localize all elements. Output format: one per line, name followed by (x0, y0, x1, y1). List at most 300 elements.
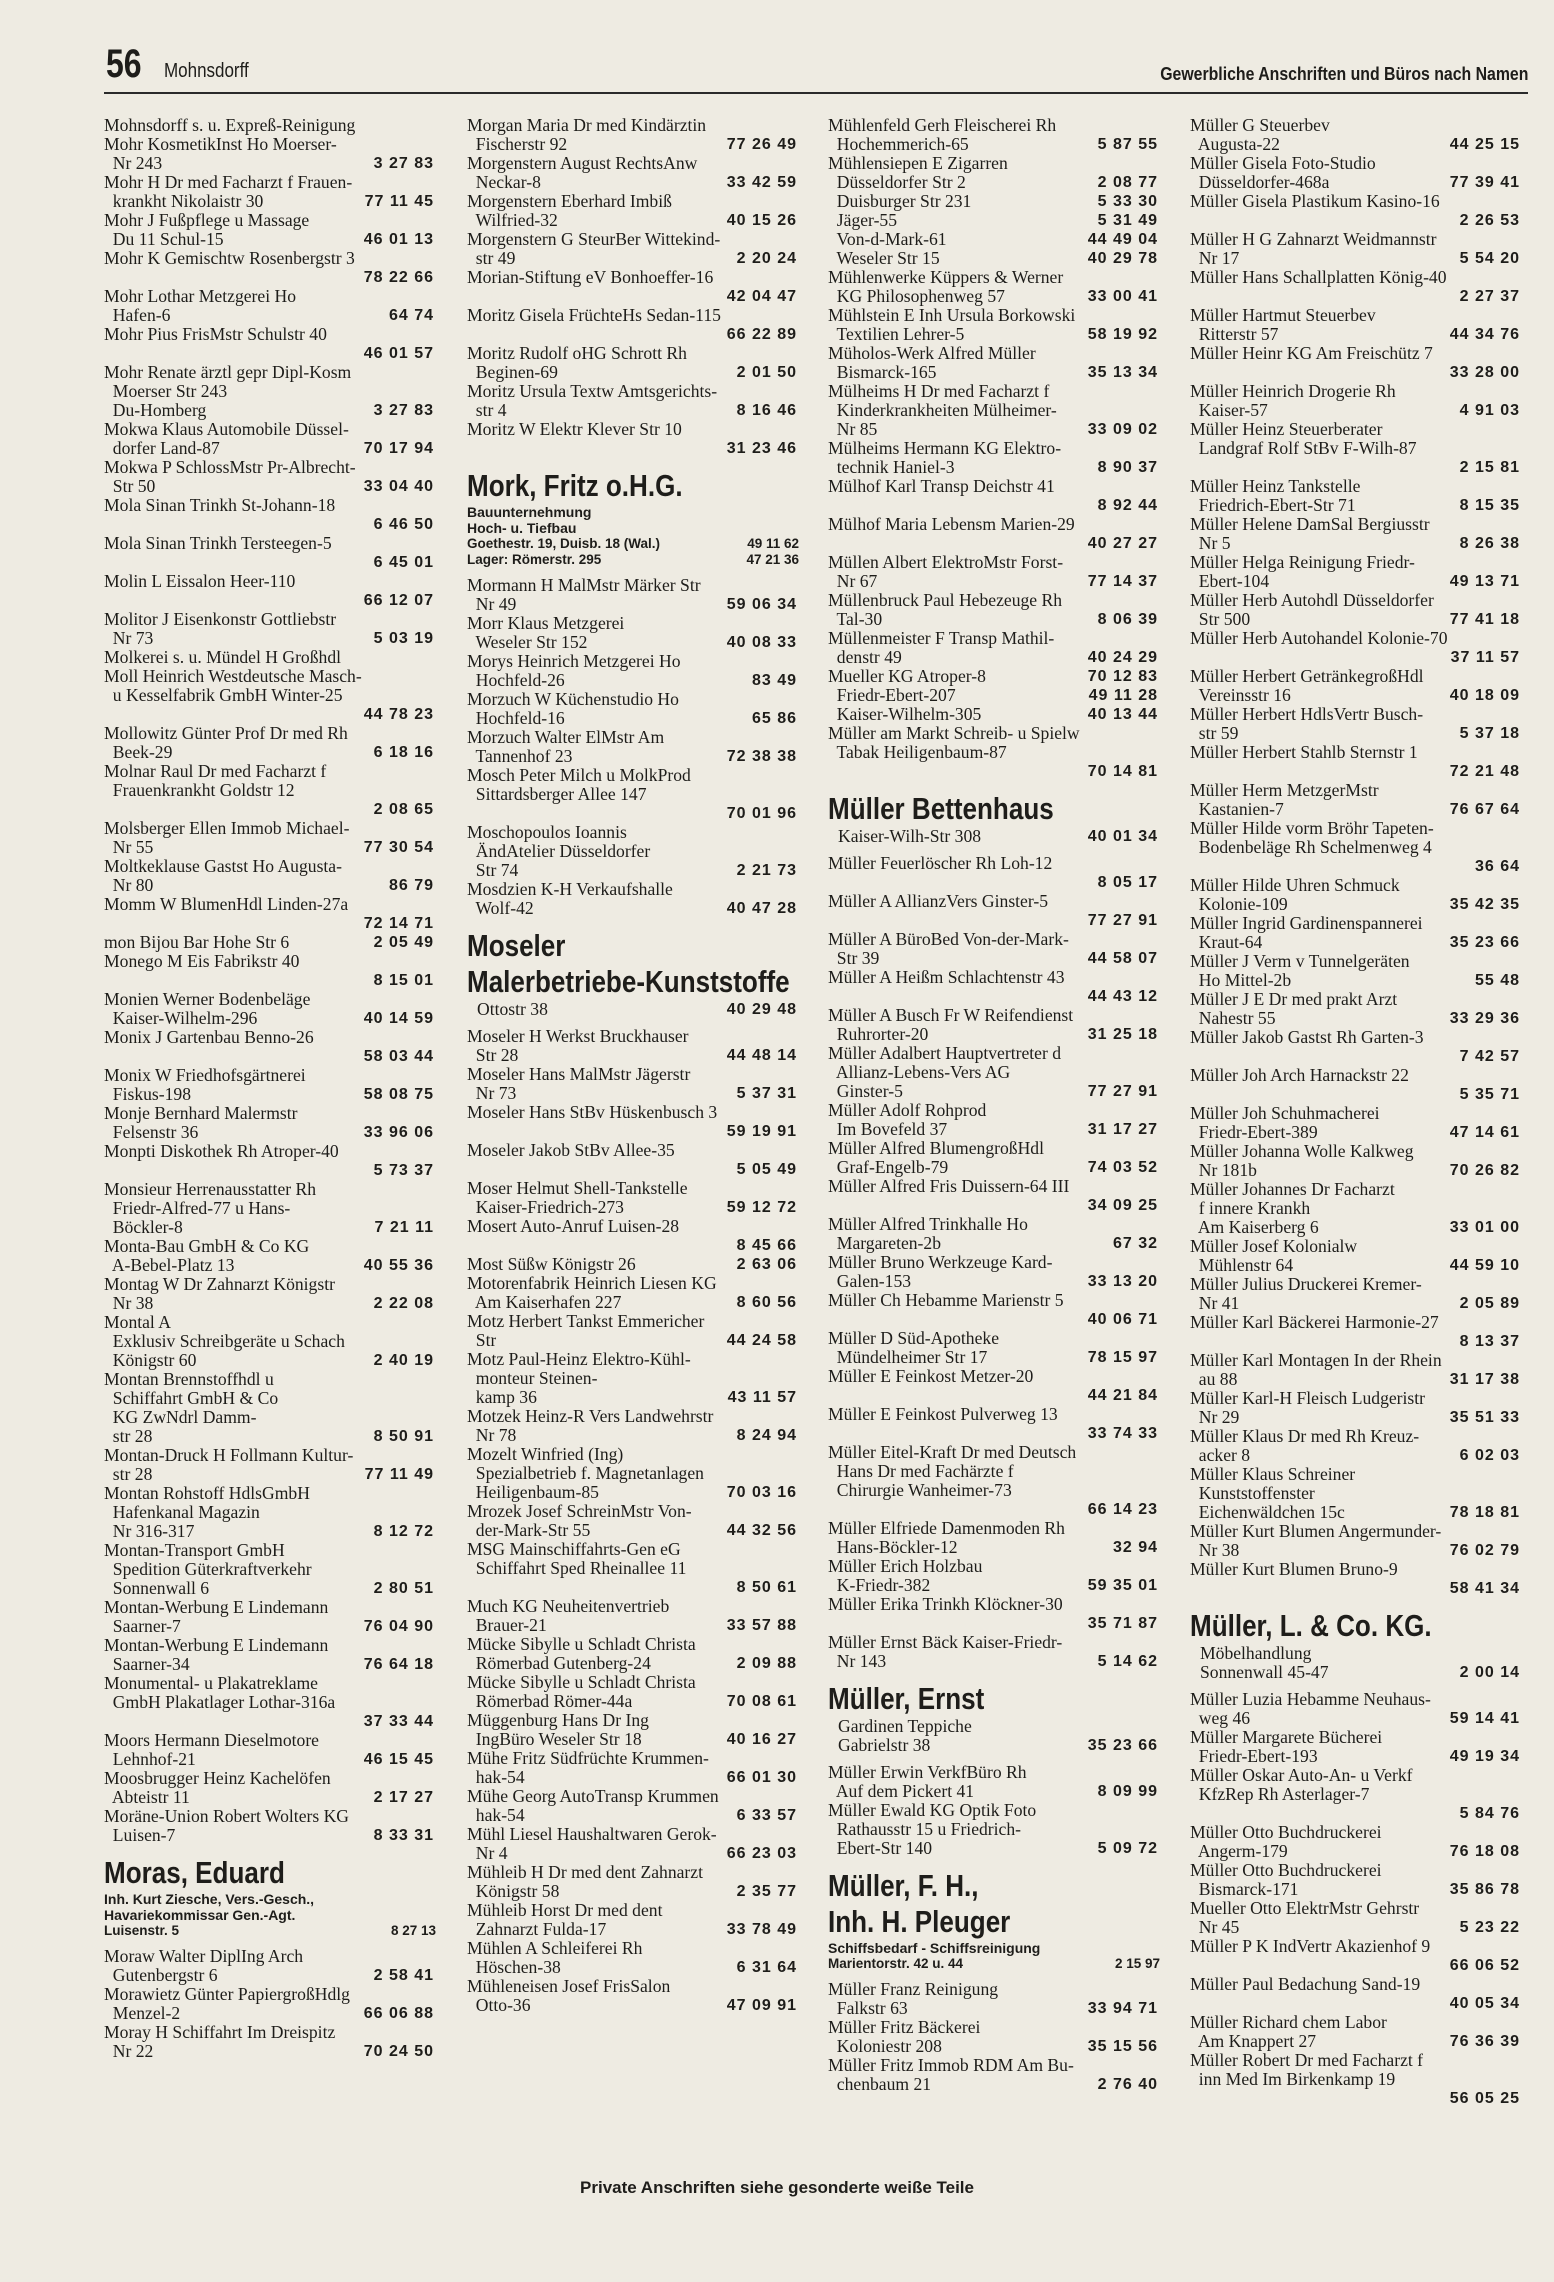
phone-number: 2 05 49 (373, 934, 434, 951)
listing-text: Kaiser-Wilhelm-296 (104, 1009, 258, 1028)
listing-line (828, 1782, 1166, 1801)
listing-text: Nr 67 (828, 572, 878, 591)
phone-number: 5 33 30 (1097, 193, 1158, 210)
listing-line (828, 1652, 1166, 1671)
listing-entry (467, 766, 805, 823)
listing-text: der-Mark-Str 55 (467, 1521, 591, 1540)
display-ad (467, 468, 805, 568)
phone-number: 8 92 44 (1097, 497, 1158, 514)
listing-entry (104, 1142, 442, 1180)
listing-line (104, 192, 442, 211)
listing-text: Kastanien-7 (1190, 800, 1284, 819)
listing-text: Margareten-2b (828, 1234, 942, 1253)
listing-line (104, 1465, 442, 1484)
listing-text: Mühlensiepen E Zigarren (828, 154, 1008, 173)
listing-text: Kinderkrankheiten Mülheimer- (828, 401, 1057, 420)
phone-number: 40 24 29 (1087, 649, 1158, 666)
listing-text: Wilfried-32 (467, 211, 558, 230)
listing-text: Tabak Heiligenbaum-87 (828, 743, 1007, 762)
listing-text: weg 46 (1190, 1709, 1251, 1728)
listing-line (104, 1579, 442, 1598)
listing-line (104, 306, 442, 325)
listing-line (828, 1120, 1166, 1139)
display-ad (1190, 1608, 1528, 1682)
listing-text: Moosbrugger Heinz Kachelöfen (104, 1769, 331, 1788)
listing-entry (828, 344, 1166, 382)
listing-entry (1190, 1237, 1528, 1275)
listing-entry (1190, 154, 1528, 192)
listing-text: Mohr Renate ärztl gepr Dipl-Kosm (104, 363, 352, 382)
listing-text: Müller Heinrich Drogerie Rh (1190, 382, 1396, 401)
listing-entry (104, 534, 442, 572)
listing-entry (828, 2056, 1166, 2094)
listing-text: Düsseldorfer Str 2 (828, 173, 966, 192)
listing-entry (1190, 306, 1528, 344)
phone-number: 76 36 39 (1449, 2033, 1520, 2050)
listing-entry (1190, 1389, 1528, 1427)
listing-line (828, 1158, 1166, 1177)
listing-text: Moritz W Elektr Klever Str 10 (467, 420, 682, 439)
phone-number: 37 33 44 (363, 1713, 434, 1730)
listing-text: Morgenstern Eberhard Imbiß (467, 192, 672, 211)
listing-line (1190, 1842, 1528, 1861)
listing-line (1190, 1446, 1528, 1465)
phone-number: 65 86 (751, 710, 797, 727)
listing-line (104, 1617, 442, 1636)
listing-text: Moseler Hans MalMstr Jägerstr (467, 1065, 691, 1084)
listing-line (1190, 1256, 1528, 1275)
listing-text: Müller Otto Buchdruckerei (1190, 1823, 1382, 1842)
listing-text: Du 11 Schul-15 (104, 230, 224, 249)
listing-entry (104, 1636, 442, 1674)
listing-text: Jäger-55 (828, 211, 898, 230)
listing-entry (1190, 1522, 1528, 1560)
listing-text: Müller Alfred Trinkhalle Ho (828, 1215, 1028, 1234)
listing-text: Mokwa P SchlossMstr Pr-Albrecht- (104, 458, 356, 477)
listing-text: Morian-Stiftung eV Bonhoeffer-16 (467, 268, 714, 287)
listing-text: Schiffahrt GmbH & Co (104, 1389, 279, 1408)
listing-entry (1190, 629, 1528, 667)
listing-line (467, 1255, 805, 1274)
listing-text: Nr 73 (104, 629, 154, 648)
phone-number: 5 73 37 (373, 1162, 434, 1179)
listing-text: Hochfeld-16 (467, 709, 565, 728)
listing-line (828, 667, 1166, 686)
listing-line (828, 230, 1166, 249)
listing-text: Motz Paul-Heinz Elektro-Kühl- (467, 1350, 691, 1369)
phone-number: 44 25 15 (1449, 136, 1520, 153)
listing-text: Mosch Peter Milch u MolkProd (467, 766, 691, 785)
phone-number: 2 00 14 (1459, 1664, 1520, 1681)
listing-text: Mühlen A Schleiferei Rh (467, 1939, 643, 1958)
listing-text: Eichenwäldchen 15c (1190, 1503, 1345, 1522)
listing-text: Tannenhof 23 (467, 747, 573, 766)
listing-entry (828, 854, 1166, 892)
phone-number: 72 38 38 (726, 748, 797, 765)
listing-entry (104, 1446, 442, 1484)
listing-text: Müller Hans Schallplatten König-40 (1190, 268, 1447, 287)
listing-line (828, 1272, 1166, 1291)
phone-number: 70 08 61 (726, 1693, 797, 1710)
listing-text: Fischerstr 92 (467, 135, 568, 154)
phone-number: 8 09 99 (1097, 1783, 1158, 1800)
listing-line (467, 401, 805, 420)
ad-title: Müller, Ernst (828, 1681, 985, 1716)
listing-text: kamp 36 (467, 1388, 537, 1407)
listing-text: Müller Eitel-Kraft Dr med Deutsch (828, 1443, 1077, 1462)
ad-subtitle: Bauunternehmung (467, 504, 592, 520)
listing-text: Moraw Walter DiplIng Arch (104, 1947, 304, 1966)
listing-text: Müller G Steuerbev (1190, 116, 1330, 135)
listing-entry (1190, 382, 1528, 420)
listing-line (828, 2037, 1166, 2056)
phone-number: 36 64 (1474, 858, 1520, 875)
listing-text: Du-Homberg (104, 401, 207, 420)
phone-number: 70 01 96 (726, 805, 797, 822)
listing-text: Müller Margarete Bücherei (1190, 1728, 1383, 1747)
listing-text: Molin L Eissalon Heer-110 (104, 572, 296, 591)
phone-number: 78 18 81 (1449, 1504, 1520, 1521)
listing-text: Chirurgie Wanheimer-73 (828, 1481, 1012, 1500)
listing-entry (467, 344, 805, 382)
listing-text: Weseler Str 152 (467, 633, 588, 652)
listing-text: Monsieur Herrenausstatter Rh (104, 1180, 317, 1199)
listing-text: Koloniestr 208 (828, 2037, 942, 2056)
ad-contact-row (828, 827, 1166, 846)
listing-text: Allianz-Lebens-Vers AG (828, 1063, 1011, 1082)
listing-entry (1190, 819, 1528, 876)
listing-line (104, 439, 442, 458)
phone-number: 5 84 76 (1459, 1805, 1520, 1822)
display-ad (104, 1855, 442, 1939)
listing-text: Tal-30 (828, 610, 883, 629)
ad-address: Goethestr. 19, Duisb. 18 (Wal.) (467, 536, 661, 551)
listing-text: Mülheims H Dr med Facharzt f (828, 382, 1050, 401)
listing-line (467, 173, 805, 192)
listing-text: Spezialbetrieb f. Magnetanlagen (467, 1464, 704, 1483)
listing-text: Monumental- u Plakatreklame (104, 1674, 318, 1693)
listing-line (1190, 1123, 1528, 1142)
phone-number: 33 28 00 (1449, 364, 1520, 381)
listing-entry (467, 382, 805, 420)
listing-text: Moerser Str 243 (104, 382, 228, 401)
listing-line (467, 1806, 805, 1825)
listing-line (1190, 1747, 1528, 1766)
listing-line (104, 1085, 442, 1104)
listing-text: Beek-29 (104, 743, 173, 762)
ad-address: Marientorstr. 42 u. 44 (828, 1956, 964, 1971)
phone-number: 5 54 20 (1459, 250, 1520, 267)
listing-entry (828, 553, 1166, 591)
listing-text: Montan-Transport GmbH (104, 1541, 285, 1560)
listing-entry (467, 1217, 805, 1255)
phone-number: 6 45 01 (373, 554, 434, 571)
listing-entry (467, 576, 805, 614)
listing-text: monteur Steinen- (467, 1369, 598, 1388)
phone-number: 44 24 58 (726, 1332, 797, 1349)
listing-entry (828, 1101, 1166, 1139)
listing-text: Schiffahrt Sped Rheinallee 11 (467, 1559, 687, 1578)
listing-entry (104, 724, 442, 762)
phone-number: 76 02 79 (1449, 1542, 1520, 1559)
listing-line (1190, 800, 1528, 819)
ad-subtitle: Havariekommissar Gen.-Agt. (104, 1907, 296, 1923)
listing-text: str 4 (467, 401, 507, 420)
listing-text: Von-d-Mark-61 (828, 230, 947, 249)
listing-text: Friedr-Ebert-207 (828, 686, 956, 705)
phone-number: 40 15 26 (726, 212, 797, 229)
phone-number: 31 23 46 (726, 440, 797, 457)
listing-entry (828, 1443, 1166, 1519)
listing-text: Friedr-Ebert-389 (1190, 1123, 1318, 1142)
phone-number: 46 15 45 (363, 1751, 434, 1768)
ad-contact-row (104, 1923, 442, 1939)
listing-text: Luisen-7 (104, 1826, 176, 1845)
listing-line (828, 610, 1166, 629)
listing-text: Müller Gisela Plastikum Kasino-16 (1190, 192, 1440, 211)
listing-entry (104, 1104, 442, 1142)
listing-entry (467, 192, 805, 230)
listing-text: Müller Herb Autohandel Kolonie-70 (1190, 629, 1448, 648)
listing-text: Bismarck-165 (828, 363, 937, 382)
listing-line (1190, 895, 1528, 914)
phone-number: 33 04 40 (363, 478, 434, 495)
phone-number: 66 23 03 (726, 1845, 797, 1862)
phone-number: 72 21 48 (1449, 763, 1520, 780)
listing-line (828, 1839, 1166, 1858)
listing-line (1190, 1918, 1528, 1937)
listing-entry (104, 211, 442, 249)
listing-text: A-Bebel-Platz 13 (104, 1256, 235, 1275)
phone-number: 31 17 27 (1087, 1121, 1158, 1138)
phone-number: 33 57 88 (726, 1617, 797, 1634)
listing-text: Müller H G Zahnarzt Weidmannstr (1190, 230, 1437, 249)
listing-line (828, 249, 1166, 268)
listing-entry (467, 420, 805, 458)
listing-line (1190, 610, 1528, 629)
phone-number: 5 03 19 (373, 630, 434, 647)
phone-number: 70 12 83 (1087, 668, 1158, 685)
listing-line (1190, 325, 1528, 344)
listing-text: Spedition Güterkraftverkehr (104, 1560, 312, 1579)
listing-line (467, 1730, 805, 1749)
phone-number: 8 05 17 (1097, 874, 1158, 891)
listing-line (467, 1426, 805, 1445)
display-ad (828, 1868, 1166, 1972)
listing-text: Exklusiv Schreibgeräte u Schach (104, 1332, 345, 1351)
listing-line (828, 135, 1166, 154)
listing-text: Mozelt Winfried (Ing) (467, 1445, 624, 1464)
listing-entry (1190, 952, 1528, 990)
listing-text: ÄndAtelier Düsseldorfer (467, 842, 651, 861)
listing-text: Str 28 (467, 1046, 519, 1065)
listing-text: hak-54 (467, 1768, 525, 1787)
listing-text: Morgenstern G SteurBer Wittekind- (467, 230, 721, 249)
listing-entry (828, 1329, 1166, 1367)
listing-line (828, 420, 1166, 439)
listing-entry (104, 1807, 442, 1845)
listing-line (467, 1654, 805, 1673)
listing-text: Wolf-42 (467, 899, 534, 918)
phone-number: 76 04 90 (363, 1618, 434, 1635)
listing-line (104, 1294, 442, 1313)
phone-number: 2 05 89 (1459, 1295, 1520, 1312)
listing-entry (828, 306, 1166, 344)
listing-line (828, 1234, 1166, 1253)
phone-number: 77 11 45 (364, 193, 434, 210)
phone-number: 49 11 28 (1088, 687, 1158, 704)
listing-entry (104, 1237, 442, 1275)
listing-text: Graf-Engelb-79 (828, 1158, 949, 1177)
phone-number: 33 74 33 (1087, 1425, 1158, 1442)
listing-text: Nr 29 (1190, 1408, 1240, 1427)
phone-number: 74 03 52 (1087, 1159, 1158, 1176)
listing-text: IngBüro Weseler Str 18 (467, 1730, 642, 1749)
listing-entry (1190, 1427, 1528, 1465)
phone-number: 72 14 71 (363, 915, 434, 932)
phone-number: 77 11 49 (364, 1466, 434, 1483)
listing-text: Moritz Gisela FrüchteHs Sedan-115 (467, 306, 721, 325)
listing-line (828, 173, 1166, 192)
listing-text: Friedr-Ebert-193 (1190, 1747, 1318, 1766)
phone-number: 5 37 31 (736, 1085, 797, 1102)
listing-text: Mrozek Josef SchreinMstr Von- (467, 1502, 692, 1521)
listing-text: Montal A (104, 1313, 171, 1332)
listing-text: Friedr-Alfred-77 u Hans- (104, 1199, 291, 1218)
listing-text: KG ZwNdrl Damm- (104, 1408, 257, 1427)
listing-text: f innere Krankh (1190, 1199, 1311, 1218)
ad-title: Müller, L. & Co. KG. (1190, 1608, 1432, 1643)
listing-text: Müholos-Werk Alfred Müller (828, 344, 1036, 363)
listing-entry (104, 762, 442, 819)
listing-text: Mühlenfeld Gerh Fleischerei Rh (828, 116, 1057, 135)
listing-text: Nr 80 (104, 876, 154, 895)
listing-text: Mühleib H Dr med dent Zahnarzt (467, 1863, 703, 1882)
listing-text: Müller Richard chem Labor (1190, 2013, 1387, 2032)
phone-number: 2 63 06 (736, 1256, 797, 1273)
listing-text: str 28 (104, 1427, 153, 1446)
listing-text: Bismarck-171 (1190, 1880, 1299, 1899)
ad-title: Inh. H. Pleuger (828, 1904, 1011, 1939)
listing-line (467, 1483, 805, 1502)
listing-text: Monta-Bau GmbH & Co KG (104, 1237, 310, 1256)
phone-number: 66 06 88 (363, 2005, 434, 2022)
listing-line (828, 572, 1166, 591)
listing-text: Morzuch Walter ElMstr Am (467, 728, 665, 747)
listing-text: Nr 78 (467, 1426, 517, 1445)
listing-entry (828, 192, 1166, 211)
listing-text: Ritterstr 57 (1190, 325, 1279, 344)
listing-entry (104, 458, 442, 496)
listing-entry (104, 116, 442, 173)
listing-text: Ebert-Str 140 (828, 1839, 933, 1858)
listing-entry (1190, 781, 1528, 819)
listing-line (828, 192, 1166, 211)
phone-number: 5 09 72 (1097, 1840, 1158, 1857)
listing-entry (104, 990, 442, 1028)
listing-text: Müller Heinz Steuerberater (1190, 420, 1383, 439)
listing-line (104, 477, 442, 496)
listing-line (828, 363, 1166, 382)
listing-entry (467, 690, 805, 728)
listing-text: Müller Hilde Uhren Schmuck (1190, 876, 1400, 895)
listing-text: inn Med Im Birkenkamp 19 (1190, 2070, 1396, 2089)
ad-address: Lager: Römerstr. 295 (467, 552, 602, 567)
phone-number: 40 47 28 (726, 900, 797, 917)
phone-number: 8 27 13 (390, 1923, 436, 1938)
listing-line (1190, 686, 1528, 705)
listing-text: Müller Kurt Blumen Bruno-9 (1190, 1560, 1398, 1579)
listing-line (1190, 496, 1528, 515)
listing-entry (1190, 876, 1528, 914)
listing-text: Mohr J Fußpflege u Massage (104, 211, 310, 230)
listing-text: Römerbad Römer-44a (467, 1692, 633, 1711)
phone-number: 40 29 78 (1087, 250, 1158, 267)
listing-text: Müller Bruno Werkzeuge Kard- (828, 1253, 1053, 1272)
listing-text: KfzRep Rh Asterlager-7 (1190, 1785, 1370, 1804)
listing-text: Bodenbeläge Rh Schelmenweg 4 (1190, 838, 1432, 857)
listing-entry (828, 116, 1166, 154)
phone-number: 2 40 19 (373, 1352, 434, 1369)
listing-entry (1190, 553, 1528, 591)
phone-number: 40 06 71 (1087, 1311, 1158, 1328)
listing-text: Müller Otto Buchdruckerei (1190, 1861, 1382, 1880)
listing-text: str 49 (467, 249, 516, 268)
listing-line (1190, 724, 1528, 743)
listing-text: Monje Bernhard Malermstr (104, 1104, 298, 1123)
phone-number: 5 87 55 (1097, 136, 1158, 153)
listing-text: Mosert Auto-Anruf Luisen-28 (467, 1217, 680, 1236)
listing-line (104, 1351, 442, 1370)
listing-text: Menzel-2 (104, 2004, 181, 2023)
listing-text: Nahestr 55 (1190, 1009, 1276, 1028)
phone-number: 77 27 91 (1087, 1083, 1158, 1100)
phone-number: 40 05 34 (1449, 1995, 1520, 2012)
listing-line (104, 1218, 442, 1237)
phone-number: 8 24 94 (736, 1427, 797, 1444)
phone-number: 2 21 73 (736, 862, 797, 879)
listing-entry (828, 930, 1166, 968)
listing-line (467, 1920, 805, 1939)
listing-entry (1190, 743, 1528, 781)
listing-line (467, 861, 805, 880)
listing-entry (828, 1633, 1166, 1671)
listing-text: Nr 38 (1190, 1541, 1240, 1560)
phone-number: 59 06 34 (726, 596, 797, 613)
phone-number: 59 35 01 (1087, 1577, 1158, 1594)
listing-text: Molnar Raul Dr med Facharzt f (104, 762, 327, 781)
listing-entry (467, 154, 805, 192)
phone-number: 46 01 57 (363, 345, 434, 362)
listing-entry (104, 1313, 442, 1370)
listing-text: Müllen Albert ElektroMstr Forst- (828, 553, 1064, 572)
listing-entry (104, 496, 442, 534)
listing-text: Müller Kurt Blumen Angermunder- (1190, 1522, 1442, 1541)
phone-number: 5 31 49 (1097, 212, 1158, 229)
listing-entry (104, 857, 442, 895)
phone-number: 66 14 23 (1087, 1501, 1158, 1518)
listing-text: Müller Luzia Hebamme Neuhaus- (1190, 1690, 1431, 1709)
listing-text: Montan-Werbung E Lindemann (104, 1636, 329, 1655)
phone-number: 2 26 53 (1459, 212, 1520, 229)
listing-text: Mohr H Dr med Facharzt f Frauen- (104, 173, 353, 192)
listing-entry (1190, 1861, 1528, 1899)
listing-text: Mohr Lothar Metzgerei Ho (104, 287, 297, 306)
phone-number: 67 32 (1112, 1235, 1158, 1252)
listing-entry (467, 1141, 805, 1179)
listing-text: Müller A Busch Fr W Reifendienst (828, 1006, 1074, 1025)
listing-entry (1190, 2013, 1528, 2051)
